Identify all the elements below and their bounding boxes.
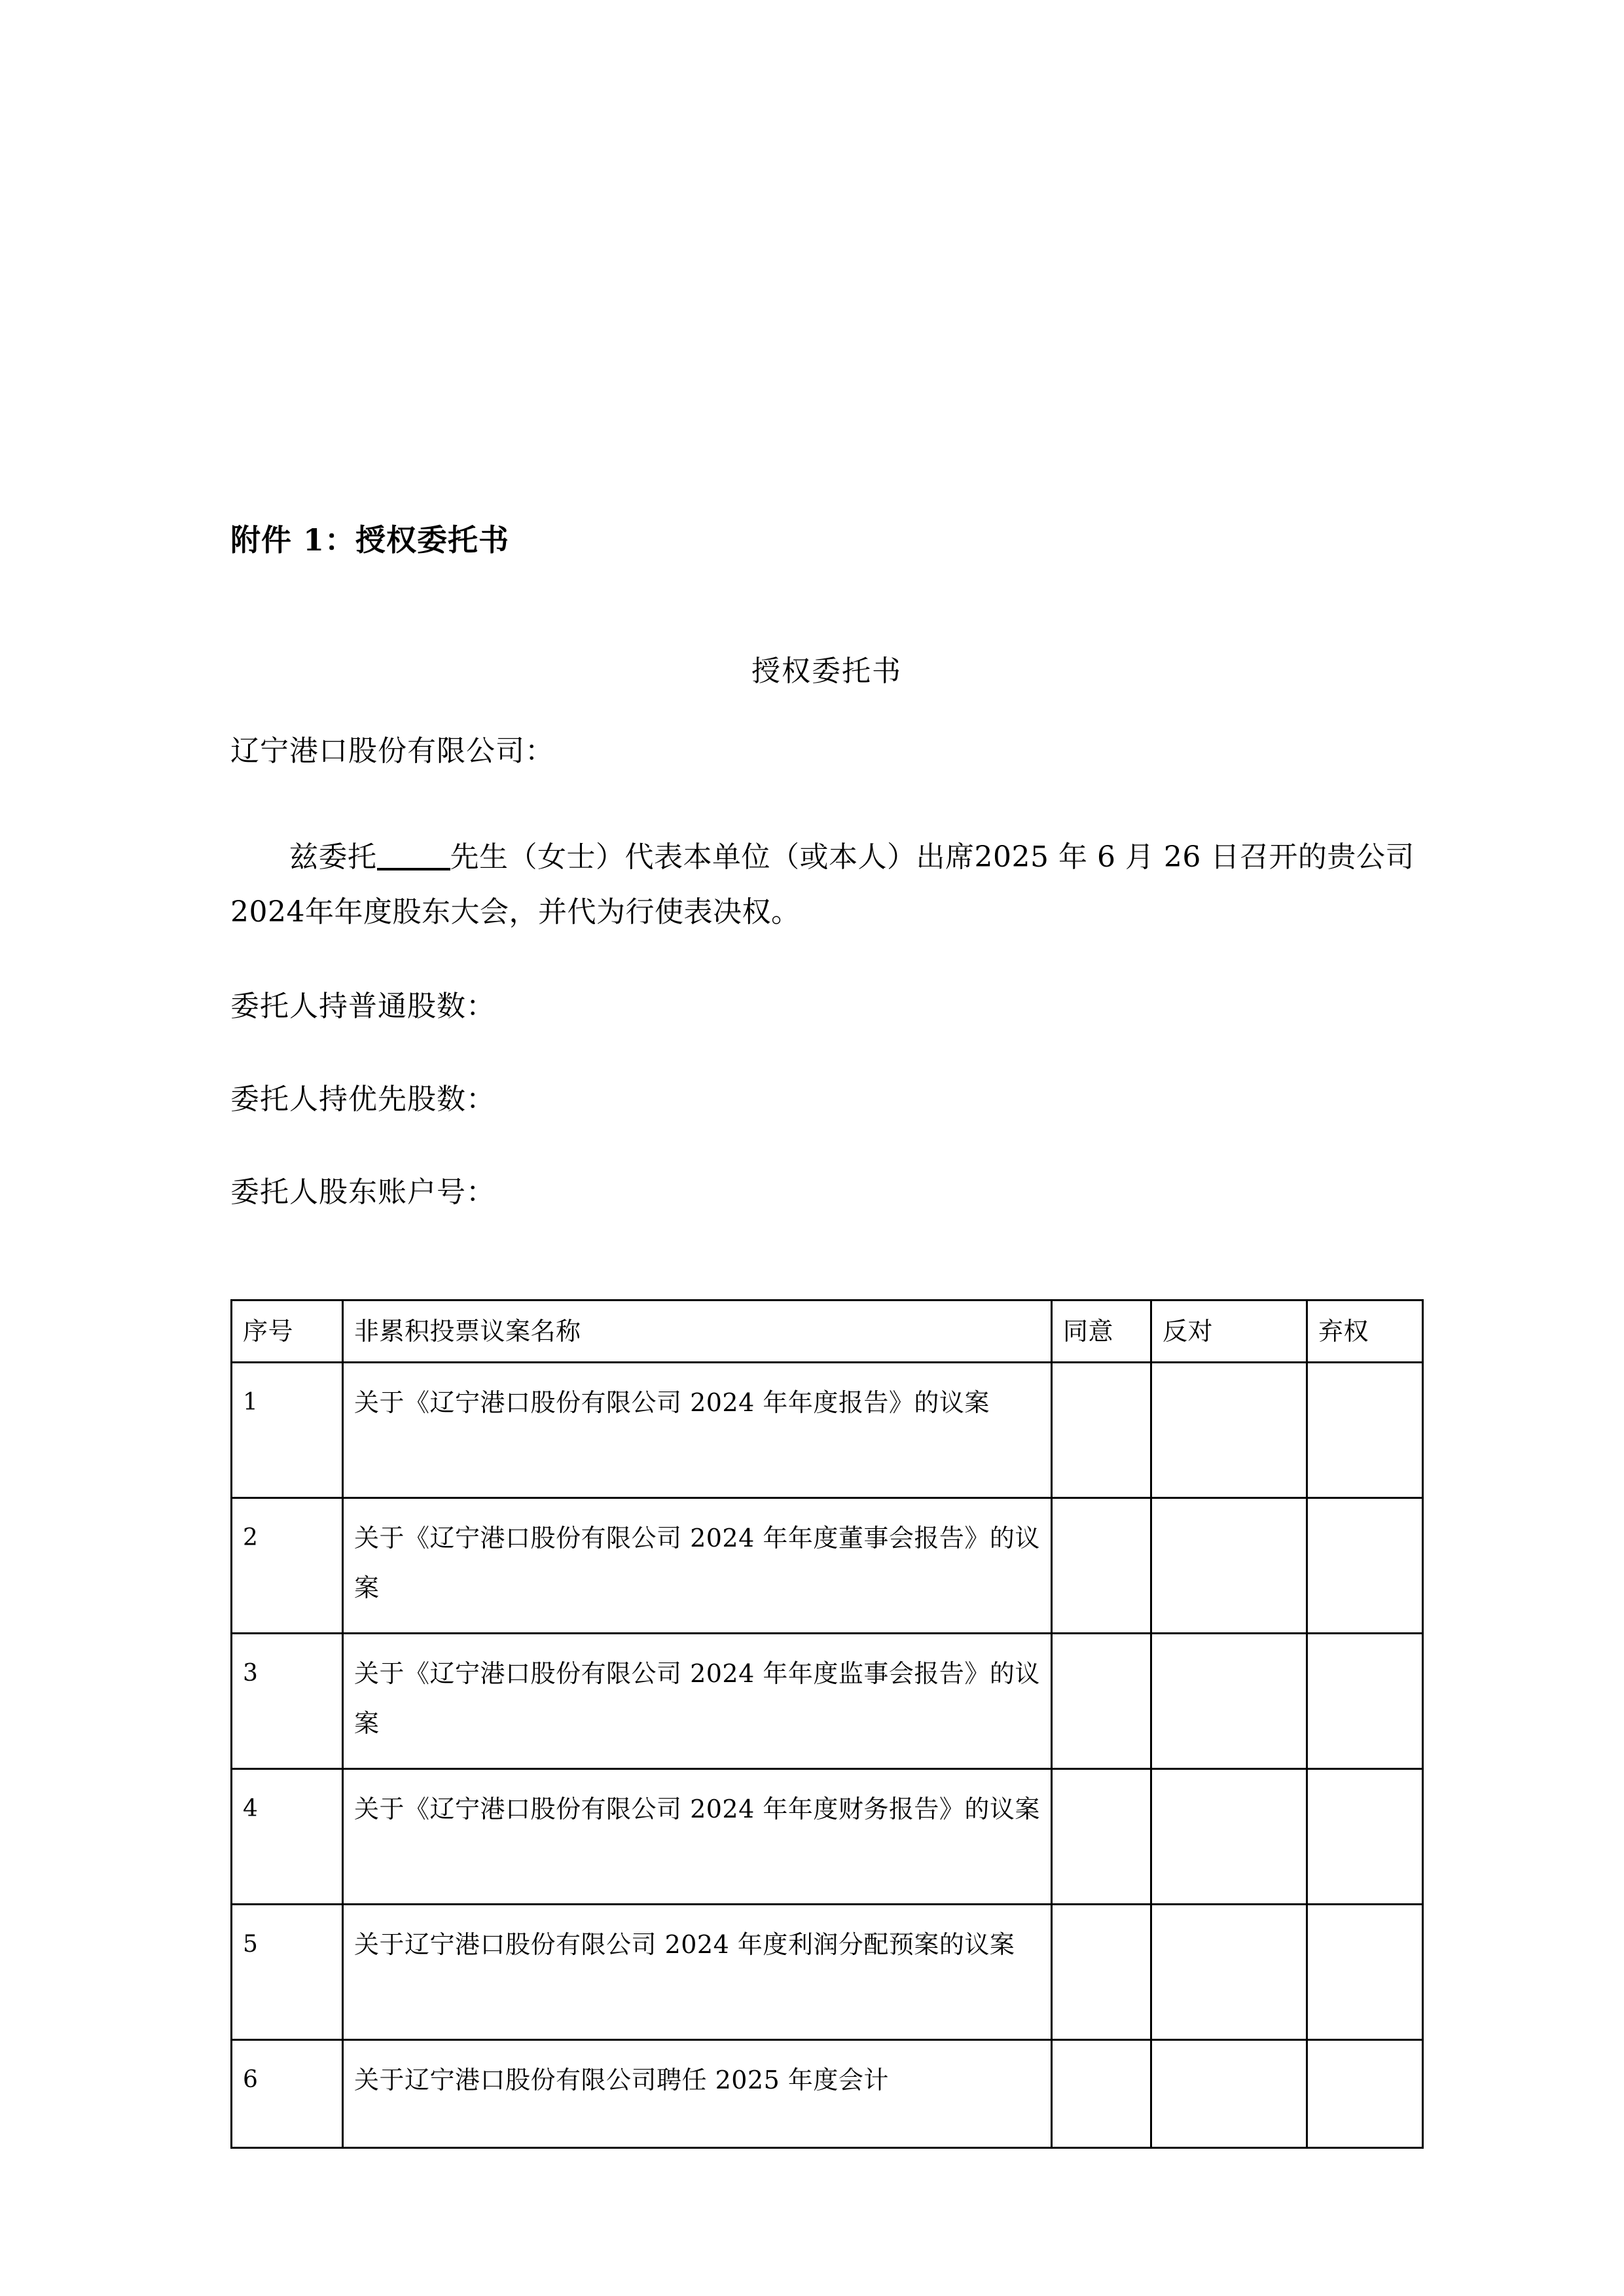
row-agree-checkbox[interactable] (1052, 1498, 1151, 1634)
row-agree-checkbox[interactable] (1052, 1363, 1151, 1498)
attachment-heading: 附件 1：授权委托书 (230, 522, 510, 558)
row-proposal-name: 关于《辽宁港口股份有限公司 2024 年年度监事会报告》的议案 (343, 1634, 1052, 1769)
row-against-checkbox[interactable] (1151, 1498, 1307, 1634)
row-against-checkbox[interactable] (1151, 1905, 1307, 2040)
row-seq: 2 (232, 1498, 343, 1634)
proxy-name-blank[interactable] (377, 868, 450, 870)
row-seq: 1 (232, 1363, 343, 1498)
table-header-row (232, 1300, 1423, 1363)
authorization-paragraph (230, 830, 1435, 940)
row-seq: 5 (232, 1905, 343, 2040)
header-against: 反对 (1151, 1300, 1307, 1363)
table-row (232, 1769, 1423, 1905)
row-proposal-name: 关于辽宁港口股份有限公司聘任 2025 年度会计 (343, 2040, 1052, 2148)
table-row (232, 1498, 1423, 1634)
voting-proposals-table (230, 1299, 1424, 2149)
row-seq: 3 (232, 1634, 343, 1769)
row-proposal-name: 关于《辽宁港口股份有限公司 2024 年年度报告》的议案 (343, 1363, 1052, 1498)
header-proposal-name: 非累积投票议案名称 (343, 1300, 1052, 1363)
row-proposal-name: 关于《辽宁港口股份有限公司 2024 年年度董事会报告》的议案 (343, 1498, 1052, 1634)
row-abstain-checkbox[interactable] (1307, 1363, 1423, 1498)
row-agree-checkbox[interactable] (1052, 2040, 1151, 2148)
header-abstain: 弃权 (1307, 1300, 1423, 1363)
row-against-checkbox[interactable] (1151, 1769, 1307, 1905)
header-seq: 序号 (232, 1300, 343, 1363)
row-against-checkbox[interactable] (1151, 2040, 1307, 2148)
row-abstain-checkbox[interactable] (1307, 1905, 1423, 2040)
row-against-checkbox[interactable] (1151, 1634, 1307, 1769)
table-row (232, 1363, 1423, 1498)
row-agree-checkbox[interactable] (1052, 1769, 1151, 1905)
row-abstain-checkbox[interactable] (1307, 1498, 1423, 1634)
row-proposal-name: 关于辽宁港口股份有限公司 2024 年度利润分配预案的议案 (343, 1905, 1052, 2040)
addressee-line: 辽宁港口股份有限公司： (230, 734, 554, 768)
paragraph-text-before-blank: 兹委托 (289, 840, 377, 874)
row-abstain-checkbox[interactable] (1307, 2040, 1423, 2148)
ordinary-shares-label: 委托人持普通股数： (230, 990, 496, 1023)
row-against-checkbox[interactable] (1151, 1363, 1307, 1498)
row-proposal-name: 关于《辽宁港口股份有限公司 2024 年年度财务报告》的议案 (343, 1769, 1052, 1905)
table-row (232, 1634, 1423, 1769)
page-title: 授权委托书 (751, 655, 902, 688)
row-agree-checkbox[interactable] (1052, 1634, 1151, 1769)
header-agree: 同意 (1052, 1300, 1151, 1363)
preferred-shares-label: 委托人持优先股数： (230, 1083, 496, 1116)
paragraph-text-after-blank: 先生（女士）代表本单位（或本人）出席2025 年 6 月 26 日召开的贵公司2024年年度股东大会，并代为行使表决权。 (230, 840, 1415, 929)
shareholder-account-label: 委托人股东账户号： (230, 1175, 496, 1209)
table-row (232, 2040, 1423, 2148)
table-row (232, 1905, 1423, 2040)
row-seq: 6 (232, 2040, 343, 2148)
row-seq: 4 (232, 1769, 343, 1905)
row-agree-checkbox[interactable] (1052, 1905, 1151, 2040)
row-abstain-checkbox[interactable] (1307, 1769, 1423, 1905)
row-abstain-checkbox[interactable] (1307, 1634, 1423, 1769)
